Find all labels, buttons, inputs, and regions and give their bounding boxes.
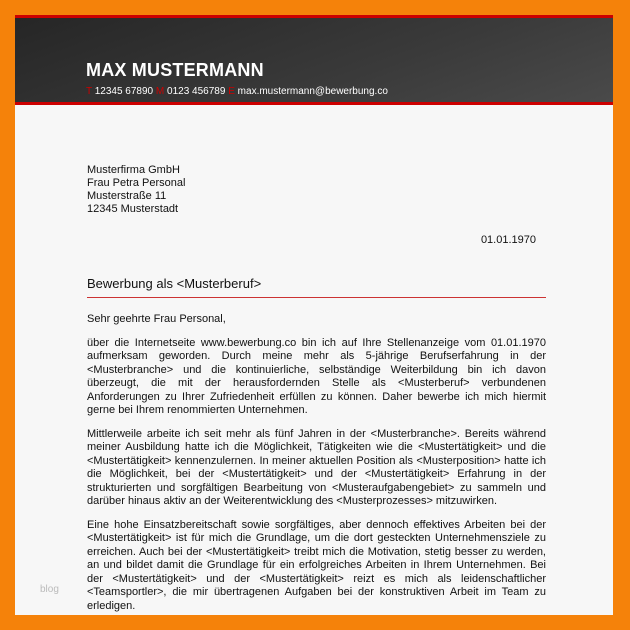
paragraph: Eine hohe Einsatzbereitschaft sowie sorgfältiges, aber dennoch effektives Arbeiten bei der <Mustertätigkeit> ist für mich die Grundlage, um die dort gesteckten Unternehmensziele zu erreichen. Auch bei der <Mustertätigkeit> treibt mich die Motivation, stetig besser zu werden, an und bildet damit die Grundlage für ein erfolgreiches Arbeiten in Ihrem Unternehmen. Bei der <Mustertätigkeit> und der <Mustertätigkeit> reizt es mich als leidenschaftlicher <Teamsportler>, die mir übertragenen Aufgaben bei der konstruktiven Arbeit im Team zu erledigen. [87, 518, 546, 612]
phone: 12345 67890 [94, 86, 154, 97]
mobile: 0123 456789 [167, 86, 226, 97]
applicant-name: MAX MUSTERMANN [86, 60, 264, 80]
address-line: Musterstraße 11 [87, 190, 167, 202]
contact-line [86, 86, 388, 97]
mobile-label: M [155, 86, 165, 97]
subject-line: Bewerbung als <Musterberuf> [87, 276, 262, 291]
watermark: blog [40, 584, 59, 595]
paragraph: über die Internetseite www.bewerbung.co bin ich auf Ihre Stellenanzeige vom 01.01.1970 aufmerksam geworden. Durch meine mehr als 5-jährige Berufserfahrung in der <Musterbranche> und die kontinuierliche, selbständige Weiterbildung bin ich davon überzeugt, die mit der herausfordernden Stelle als <Musterberuf> verbundenen Anforderungen zu Ihrer Zufriedenheit erfüllen zu können. Daher bewerbe ich mich hiermit gerne bei Ihrem renommierten Unternehmen. [87, 336, 546, 416]
address-line: Musterfirma GmbH [87, 164, 180, 176]
letter-body [87, 313, 546, 623]
email-label: E [228, 86, 235, 97]
letter-header [15, 15, 613, 105]
recipient-address [87, 164, 185, 216]
paragraph: Mittlerweile arbeite ich seit mehr als fünf Jahren in der <Musterbranche>. Bereits während meiner Ausbildung hatte ich die Möglichkeit, Tätigkeiten wie die <Mustertätigkeit> und die <Mustertätigkeit> kennenzulernen. In meiner aktuellen Position als <Musterposition> hatte ich die Möglichkeit, bei der <Mustertätigkeit> und der <Mustertätigkeit> Erfahrung in der strukturierten und sorgfältigen Bearbeitung von <Musteraufgabengebiet> zu sammeln und darüber hinaus aktiv an der Weiterentwicklung des <Musterprozesses> mitzuwirken. [87, 427, 546, 507]
letter-page [15, 15, 613, 615]
phone-label: T [86, 86, 92, 97]
greeting: Sehr geehrte Frau Personal, [87, 313, 226, 325]
subject-divider [87, 297, 546, 298]
address-line: Frau Petra Personal [87, 177, 186, 189]
letter-date: 01.01.1970 [480, 234, 536, 246]
email: max.mustermann@bewerbung.co [237, 86, 388, 97]
address-line: 12345 Musterstadt [87, 203, 179, 215]
